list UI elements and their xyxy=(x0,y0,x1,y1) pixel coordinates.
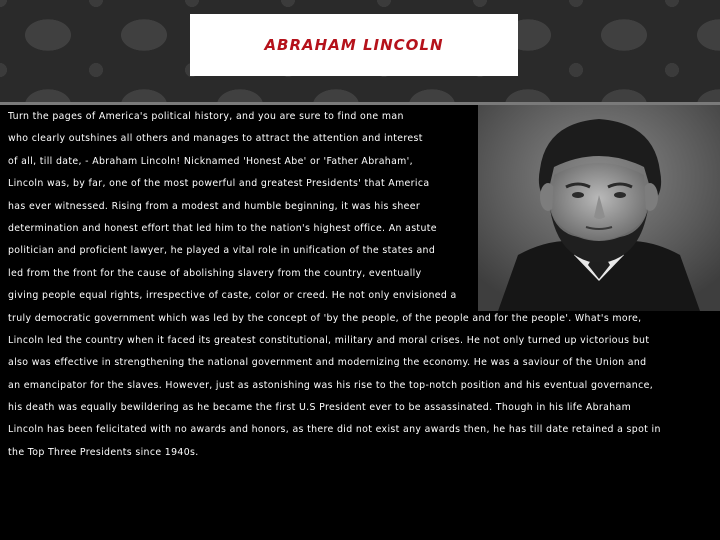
body-line: his death was equally bewildering as he became the first U.S President ever to be assassinated. Though in his life Abraham xyxy=(8,402,632,414)
body-line: determination and honest effort that led him to the nation's highest office. An astute xyxy=(8,222,437,234)
body-line: also was effective in strengthening the national government and modernizing the economy. He was a saviour of the Union and xyxy=(8,357,647,369)
body-line: an emancipator for the slaves. However, just as astonishing was his rise to the top-notch position and his eventual governance, xyxy=(8,379,654,391)
body-line: the Top Three Presidents since 1940s. xyxy=(8,446,199,458)
body-line: Lincoln has been felicitated with no awards and honors, as there did not exist any awards then, he has till date retained a spot in xyxy=(8,424,661,436)
body-line: has ever witnessed. Rising from a modest and humble beginning, it was his sheer xyxy=(8,200,421,212)
body-line: Lincoln led the country when it faced its greatest constitutional, military and moral crises. He not only turned up victorious but xyxy=(8,334,650,346)
body-line: giving people equal rights, irrespective of caste, color or creed. He not only envisioned a xyxy=(8,290,457,302)
title-box xyxy=(190,14,518,76)
body-line: led from the front for the cause of abolishing slavery from the country, eventually xyxy=(8,267,422,279)
slide-title: ABRAHAM LINCOLN xyxy=(264,36,444,54)
body-line: politician and proficient lawyer, he played a vital role in unification of the states and xyxy=(8,245,436,257)
body-line: Turn the pages of America's political history, and you are sure to find one man xyxy=(8,111,404,122)
body-line: who clearly outshines all others and manages to attract the attention and interest xyxy=(8,133,423,145)
body-line: truly democratic government which was led by the concept of 'by the people, of the people and for the people'. What's more, xyxy=(8,312,642,324)
biography-text xyxy=(8,111,714,469)
body-line: of all, till date, - Abraham Lincoln! Nicknamed 'Honest Abe' or 'Father Abraham', xyxy=(8,155,413,167)
body-line: Lincoln was, by far, one of the most powerful and greatest Presidents' that America xyxy=(8,178,430,190)
